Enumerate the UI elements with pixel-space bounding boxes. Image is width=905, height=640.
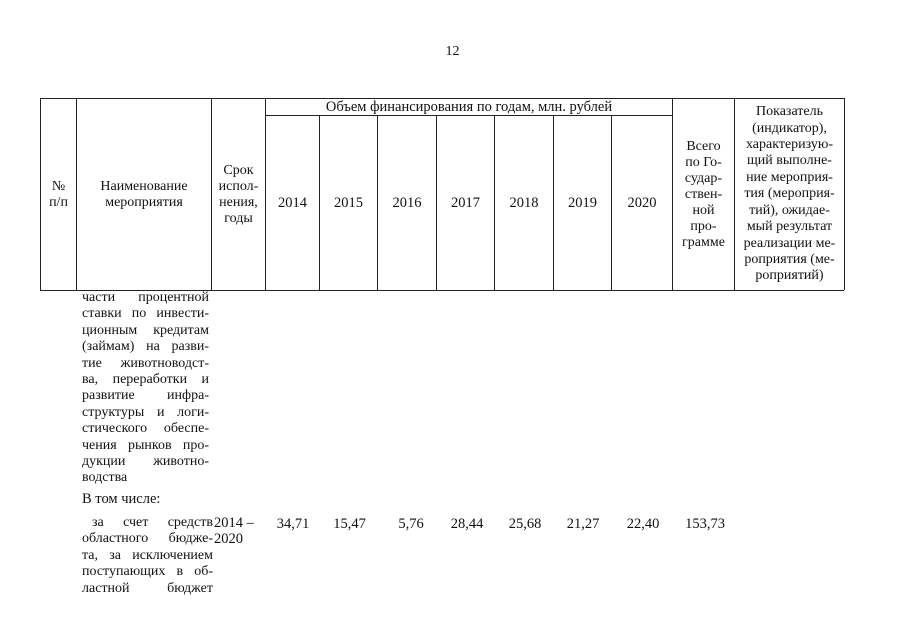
header-activity-name: Наименование мероприятия [100, 178, 188, 210]
header-indicator: Показатель (индикатор), характеризую- щий выполне- ние мероприя- тия (мероприя- тий), ожидае- мый результат реализации ме- роприятия (ме- роприятий) [743, 104, 836, 284]
value-2020: 22,40 [626, 516, 660, 532]
text-line: та, за исключением [82, 547, 213, 563]
value-2018: 25,68 [508, 516, 542, 532]
text-line: развитие инфра- [82, 388, 209, 404]
text-line: части процентной [82, 290, 209, 305]
text-line: 2014 – [214, 515, 254, 531]
value-2016: 5,76 [398, 516, 424, 532]
page-number: 12 [445, 44, 460, 59]
text-line: ционным кредитам [82, 322, 209, 338]
header-year-2020: 2020 [627, 195, 657, 211]
header-year-2016: 2016 [392, 195, 422, 211]
header-term: Срок испол- нения, годы [218, 162, 259, 226]
value-2019: 21,27 [566, 516, 600, 532]
value-2015: 15,47 [333, 516, 366, 532]
header-year-2015: 2015 [334, 195, 363, 211]
value-total: 153,73 [685, 516, 725, 532]
activity-name-continuation [82, 290, 209, 487]
header-year-2019: 2019 [568, 195, 597, 211]
value-2017: 28,44 [450, 516, 484, 532]
text-line: тие животноводст- [82, 355, 209, 371]
text-line: структуры и логи- [82, 404, 209, 420]
text-line: ластной бюджет [82, 580, 213, 596]
text-line: ва, переработки и [82, 372, 209, 388]
text-line: за счет средств [92, 515, 213, 530]
header-funding: Объем финансирования по годам, млн. рублей [325, 99, 613, 115]
row-activity-name [82, 515, 213, 597]
text-line: чения рынков про- [82, 437, 209, 453]
text-line: дукции животно- [82, 454, 209, 470]
value-2014: 34,71 [276, 516, 310, 532]
text-line: водства [82, 470, 128, 486]
header-year-2014: 2014 [278, 195, 307, 211]
in-that-number-label: В том числе: [82, 491, 161, 507]
header-total: Всего по Го- судар- ствен- ной про- грамме [682, 138, 725, 250]
text-line: (займам) на разви- [82, 339, 209, 355]
text-line: 2020 [214, 531, 243, 548]
text-line: областного бюдже- [82, 531, 213, 547]
text-line: поступающих в об- [82, 564, 213, 580]
header-year-2017: 2017 [451, 195, 480, 211]
text-line: ставки по инвести- [82, 306, 209, 322]
header-number: № п/п [49, 178, 68, 210]
header-year-2018: 2018 [509, 195, 539, 211]
row-term [214, 515, 254, 548]
text-line: стического обеспе- [82, 421, 209, 437]
